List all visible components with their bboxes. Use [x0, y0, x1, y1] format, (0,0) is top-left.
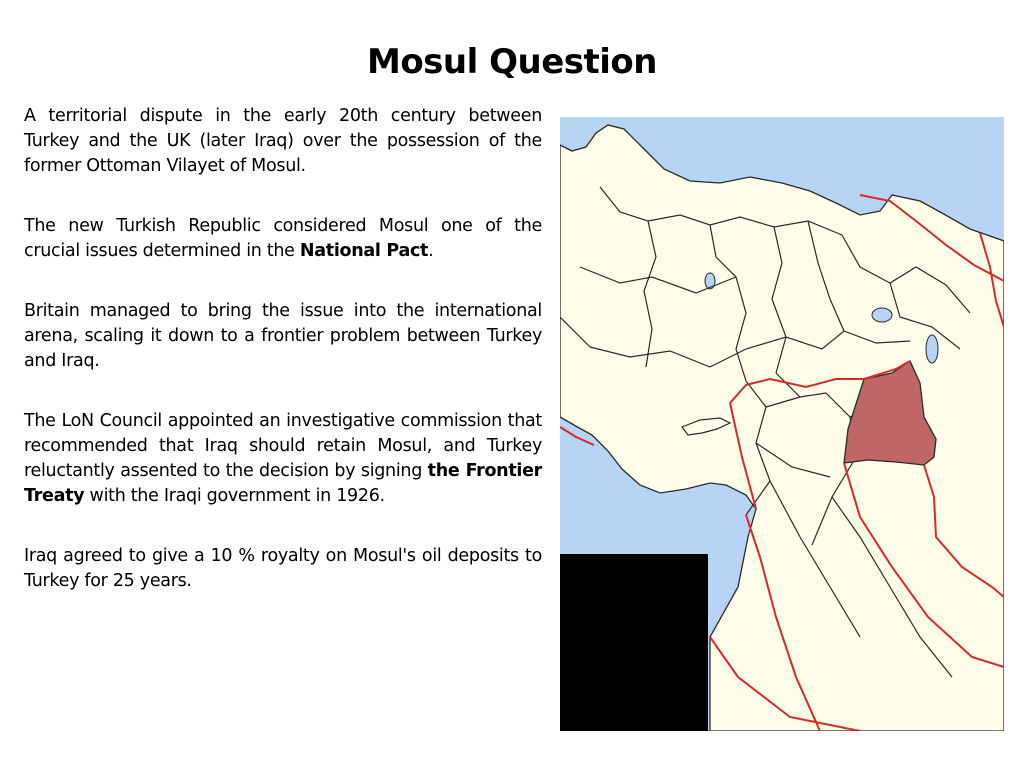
paragraph-text: .: [428, 241, 434, 261]
blackout-box: [560, 554, 708, 731]
paragraph-dispute: A territorial dispute in the early 20th century between Turkey and the UK (later Iraq) over the possession of the former Ottoman Vilayet of Mosul.: [24, 106, 542, 176]
paragraph-national-pact: [24, 214, 542, 264]
paragraph-lon-council: [24, 409, 542, 509]
body-text: [24, 104, 542, 629]
slide-title: Mosul Question: [366, 42, 657, 82]
bold-term: the Frontier Treaty: [24, 461, 542, 506]
paragraph-text: with the Iraqi government in 1926.: [84, 486, 385, 506]
lake-urmia: [926, 335, 938, 363]
lake-van: [872, 308, 892, 322]
paragraph-britain: Britain managed to bring the issue into the international arena, scaling it down to a frontier problem between Turkey and Iraq.: [24, 301, 542, 371]
paragraph-text: The LoN Council appointed an investigative commission that recommended that Iraq should retain Mosul, and Turkey reluctantly assented to the decision by signing: [24, 411, 542, 481]
bold-term: National Pact: [299, 241, 429, 261]
map-image: [560, 117, 1004, 731]
paragraph-text: The new Turkish Republic considered Mosul one of the crucial issues determined in the: [24, 216, 542, 261]
paragraph-royalty: Iraq agreed to give a 10 % royalty on Mosul's oil deposits to Turkey for 25 years.: [24, 546, 542, 591]
